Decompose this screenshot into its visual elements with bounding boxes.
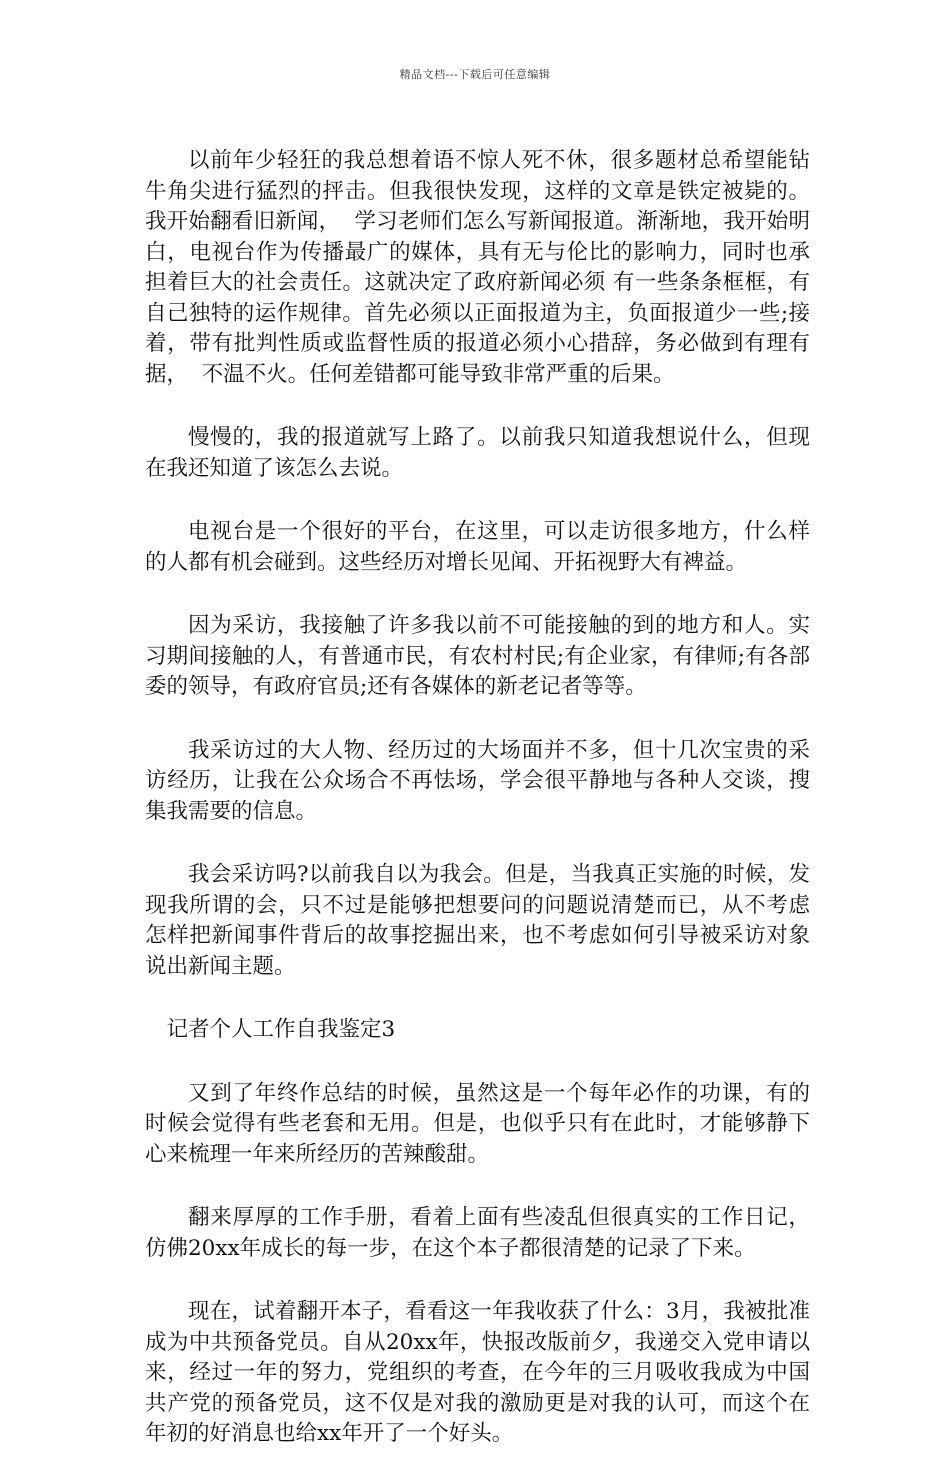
paragraph-1: 以前年少轻狂的我总想着语不惊人死不休，很多题材总希望能钻牛角尖进行猛烈的抨击。但我很快发现，这样的文章是铁定被毙的。我开始翻看旧新闻， 学习老师们怎么写新闻报道。渐渐地，我开始明白，电视台作为传播最广的媒体，具有无与伦比的影响力，同时也承担着巨大的社会责任。这就决定了政府新闻必须 有一些条条框框，有自己独特的运作规律。首先必须以正面报道为主，负面报道少一些;接着，带有批判性质或监督性质的报道必须小心措辞，务必做到有理有据， 不温不火。任何差错都可能导致非常严重的后果。 [145,148,810,387]
document-body [145,146,810,1483]
paragraph-4: 因为采访，我接触了许多我以前不可能接触的到的地方和人。实习期间接触的人，有普通市民，有农村村民;有企业家，有律师;有各部委的领导，有政府官员;还有各媒体的新老记者等等。 [145,613,810,699]
paragraph-8: 翻来厚厚的工作手册，看着上面有些凌乱但很真实的工作日记，仿佛20xx年成长的每一步，在这个本子都很清楚的记录了下来。 [145,1205,810,1261]
section-heading: 记者个人工作自我鉴定3 [166,1017,396,1042]
page-header: 精品文档---下载后可任意编辑 [399,68,551,81]
paragraph-2: 慢慢的，我的报道就写上路了。以前我只知道我想说什么，但现在我还知道了该怎么去说。 [145,425,810,481]
paragraph-7: 又到了年终作总结的时候，虽然这是一个每年必作的功课，有的时候会觉得有些老套和无用。但是，也似乎只有在此时，才能够静下心来梳理一年来所经历的苦辣酸甜。 [145,1080,810,1167]
paragraph-6: 我会采访吗?以前我自以为我会。但是，当我真正实施的时候，发现我所谓的会，只不过是能够把想要问的问题说清楚而已，从不考虑怎样把新闻事件背后的故事挖掘出来，也不考虑如何引导被采访对象说出新闻主题。 [145,862,810,979]
paragraph-5: 我采访过的大人物、经历过的大场面并不多，但十几次宝贵的采访经历，让我在公众场合不再怯场，学会很平静地与各种人交谈，搜集我需要的信息。 [145,737,810,824]
paragraph-9: 现在，试着翻开本子，看看这一年我收获了什么：3月，我被批准成为中共预备党员。自从20xx年，快报改版前夕，我递交入党申请以来，经过一年的努力，党组织的考查，在今年的三月吸收我成为中国共产党的预备党员，这不仅是对我的激励更是对我的认可，而这个在年初的好消息也给xx年开了一个好头。 [145,1299,810,1446]
paragraph-3: 电视台是一个很好的平台，在这里，可以走访很多地方，什么样的人都有机会碰到。这些经历对增长见闻、开拓视野大有裨益。 [145,519,810,575]
